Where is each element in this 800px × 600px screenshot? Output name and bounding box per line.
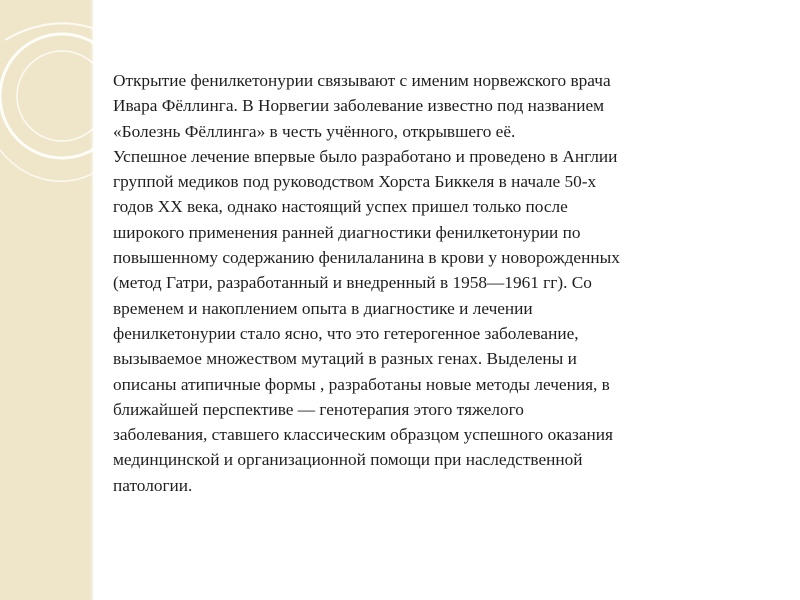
- paragraph-treatment-history: Успешное лечение впервые было разработано и проведено в Англии группой медиков под руководством Хорста Биккеля в начале 50-х годов XX века, однако настоящий успех пришел только после широкого применения ранней диагностики фенилкетонурии по повышенному содержанию фенилаланина в крови у новорожденных (метод Гатри, разработанный и внедренный в 1958—1961 гг). Со временем и накоплением опыта в диагностике и лечении фенилкетонурии стало ясно, что это гетерогенное заболевание, вызываемое множеством мутаций в разных генах. Выделены и описаны атипичные формы , разработаны новые методы лечения, в ближайшей перспективе — генотерапия этого тяжелого заболевания, ставшего классическим образцом успешного оказания мединцинской и организационной помощи при наследственной патологии.: [113, 146, 620, 495]
- slide-body-text: [113, 68, 773, 498]
- paragraph-discovery: Открытие фенилкетонурии связывают с именим норвежского врача Ивара Фёллинга. В Норвегии заболевание известно под названием «Болезнь Фёллинга» в честь учённого, открывшего её.: [113, 71, 611, 141]
